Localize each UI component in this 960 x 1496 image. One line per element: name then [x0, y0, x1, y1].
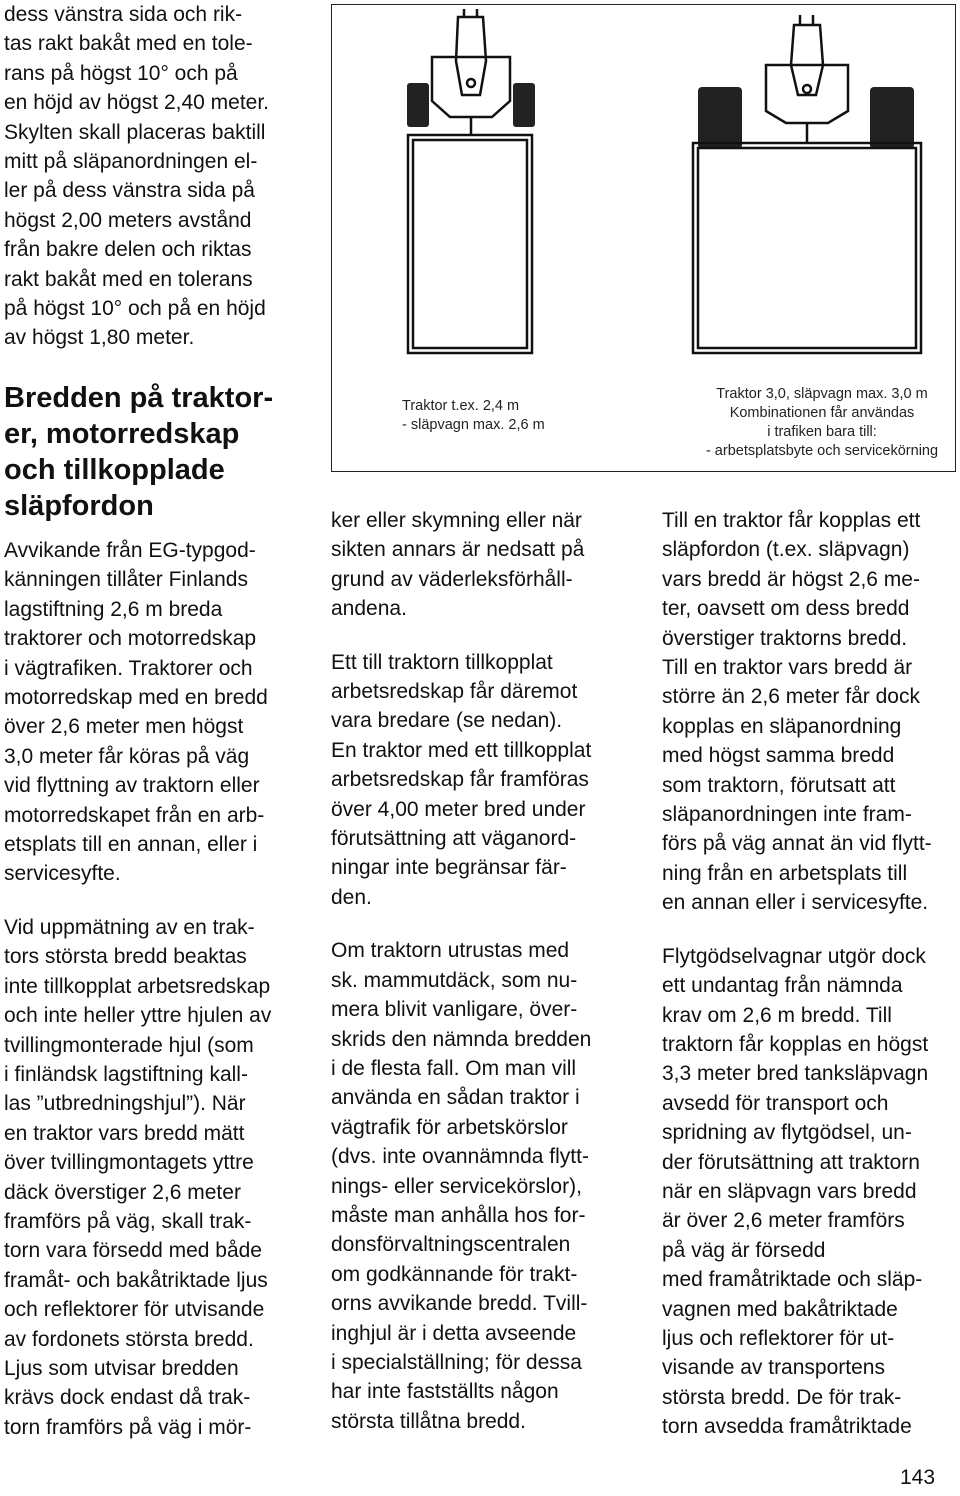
text-line: en höjd av högst 2,40 meter. [4, 91, 270, 115]
text-line: skrids den nämnda bredden [331, 1027, 592, 1051]
caption-line: - släpvagn max. 2,6 m [402, 417, 545, 433]
trailer-left-icon [408, 135, 532, 353]
paragraph-3 [331, 936, 631, 1436]
text-line: vara bredare (se nedan). [331, 709, 563, 733]
paragraph-1 [662, 506, 958, 918]
text-line: sk. mammutdäck, som nu- [331, 968, 578, 992]
text-line: om godkännande för trakt- [331, 1262, 578, 1286]
text-line: större än 2,6 meter får dock [662, 685, 920, 709]
text-line: och reflektorer för utvisande [4, 1298, 265, 1322]
text-line: dess vänstra sida och rik- [4, 3, 243, 26]
text-line: inghjul är i detta avseende [331, 1321, 577, 1345]
text-line: ning från en arbetsplats till [662, 861, 908, 885]
text-line: Till en traktor får kopplas ett [662, 509, 921, 532]
figure-box [331, 4, 956, 472]
text-line: vägtrafik för arbetskörslor [331, 1115, 568, 1139]
text-line: framförs på väg, skall trak- [4, 1209, 252, 1233]
trailer-right-icon [693, 143, 921, 353]
tractor-right-icon [766, 15, 848, 143]
text-line: släpfordon [4, 490, 154, 522]
text-line: krävs dock endast då trak- [4, 1386, 251, 1410]
text-line: ker eller skymning eller när [331, 509, 582, 532]
text-line: ter, oavsett om dess bredd [662, 597, 910, 621]
text-line: av högst 1,80 meter. [4, 326, 195, 350]
caption-line: Traktor 3,0, släpvagn max. 3,0 m [716, 386, 928, 402]
text-line: framåt- och bakåtriktade ljus [4, 1268, 268, 1292]
text-line: der förutsättning att traktorn [662, 1150, 920, 1174]
text-line: traktorn får kopplas en högst [662, 1032, 929, 1056]
text-line: motorredskapet från en arb- [4, 803, 265, 827]
text-line: är över 2,6 meter framförs [662, 1209, 905, 1233]
text-line: rans på högst 10° och på [4, 61, 238, 85]
middle-column [331, 506, 631, 1436]
text-line: motorredskap med en bredd [4, 686, 268, 710]
paragraph-1 [331, 506, 631, 624]
text-line: när en släpvagn vars bredd [662, 1179, 917, 1203]
text-line: (dvs. inte ovannämnda flytt- [331, 1145, 589, 1169]
text-line: största tillåtna bredd. [331, 1409, 526, 1433]
paragraph-top [4, 0, 304, 353]
text-line: använda en sådan traktor i [331, 1086, 580, 1110]
caption-line: Kombinationen får användas [729, 405, 915, 421]
text-line: traktorer och motorredskap [4, 627, 257, 651]
text-line: ett undantag från nämnda [662, 974, 903, 998]
text-line: som traktorn, förutsatt att [662, 773, 896, 797]
text-line: på högst 10° och på en höjd [4, 297, 266, 321]
text-line: släpanordningen inte fram- [662, 803, 912, 827]
text-line: Till en traktor vars bredd är [662, 656, 913, 680]
text-line: 3,3 meter bred tanksläpvagn [662, 1062, 929, 1086]
text-line: ler på dess vänstra sida på [4, 179, 255, 203]
text-line: tas rakt bakåt med en tole- [4, 32, 253, 56]
text-line: vid flyttning av traktorn eller [4, 774, 260, 798]
text-line: sikten annars är nedsatt på [331, 538, 585, 562]
text-line: och inte heller yttre hjulen av [4, 1004, 272, 1028]
text-line: rakt bakåt med en tolerans [4, 267, 253, 291]
left-column-body [4, 536, 304, 1442]
text-line: känningen tillåter Finlands [4, 568, 248, 592]
text-line: över 4,00 meter bred under [331, 797, 586, 821]
text-line: 3,0 meter får köras på väg [4, 744, 250, 768]
text-line: ningar inte begränsar fär- [331, 856, 567, 880]
text-line: mitt på släpanordningen el- [4, 150, 258, 174]
text-line: måste man anhålla hos for- [331, 1203, 586, 1227]
figure-caption-left [402, 397, 545, 435]
paragraph-1 [4, 536, 304, 889]
text-line: arbetsredskap får framföras [331, 768, 589, 792]
text-line: Vid uppmätning av en trak- [4, 915, 255, 939]
text-line: över tvillingmontagets yttre [4, 1151, 254, 1175]
section-heading [4, 380, 304, 524]
text-line: största bredd. De för trak- [662, 1385, 902, 1409]
text-line: lagstiftning 2,6 m breda [4, 597, 223, 621]
text-line: tors största bredd beaktas [4, 945, 247, 969]
paragraph-2 [4, 913, 304, 1442]
text-line: inte tillkopplat arbetsredskap [4, 974, 271, 998]
text-line: i specialställning; för dessa [331, 1350, 582, 1374]
text-line: Avvikande från EG-typgod- [4, 539, 256, 562]
text-line: torn vara försedd med både [4, 1239, 262, 1263]
text-line: en traktor vars bredd mätt [4, 1121, 245, 1145]
text-line: Ett till traktorn tillkopplat [331, 650, 553, 674]
text-line: med framåtriktade och släp- [662, 1268, 923, 1292]
text-line: kopplas en släpanordning [662, 714, 902, 738]
text-line: förutsättning att väganord- [331, 827, 577, 851]
text-line: den. [331, 885, 372, 909]
text-line: över 2,6 meter men högst [4, 715, 244, 739]
text-line: mera blivit vanligare, över- [331, 998, 578, 1022]
text-line: i vägtrafiken. Traktorer och [4, 656, 253, 680]
text-line: från bakre delen och riktas [4, 238, 252, 262]
text-line: på väg är försedd [662, 1238, 826, 1262]
text-line: i de flesta fall. Om man vill [331, 1056, 577, 1080]
text-line: torn framförs på väg i mör- [4, 1415, 252, 1439]
text-line: med högst samma bredd [662, 744, 895, 768]
text-line: Skylten skall placeras baktill [4, 120, 266, 144]
text-line: arbetsredskap får däremot [331, 680, 578, 704]
caption-line: Traktor t.ex. 2,4 m [402, 398, 520, 414]
text-line: högst 2,00 meters avstånd [4, 208, 252, 232]
text-line: grund av väderleksförhåll- [331, 567, 573, 591]
heading-lines [4, 380, 304, 524]
text-line: servicesyfte. [4, 862, 121, 886]
text-line: etsplats till en annan, eller i [4, 833, 258, 857]
caption-line: i trafiken bara till: [767, 424, 877, 440]
text-line: av fordonets största bredd. [4, 1327, 254, 1351]
text-line: visande av transportens [662, 1356, 885, 1380]
text-line: las ”utbredningshjul”). När [4, 1092, 246, 1116]
text-line: andena. [331, 597, 407, 621]
text-line: en annan eller i servicesyfte. [662, 891, 929, 915]
text-line: vagnen med bakåtriktade [662, 1297, 898, 1321]
text-line: däck överstiger 2,6 meter [4, 1180, 241, 1204]
text-line: Flytgödselvagnar utgör dock [662, 944, 926, 968]
text-line: spridning av flytgödsel, un- [662, 1121, 912, 1145]
text-line: orns avvikande bredd. Tvill- [331, 1292, 588, 1316]
text-line: överstiger traktorns bredd. [662, 626, 908, 650]
text-line: släpfordon (t.ex. släpvagn) [662, 538, 910, 562]
text-line: har inte fastställts någon [331, 1380, 559, 1404]
text-line: nings- eller servicekörslor), [331, 1174, 582, 1198]
text-line: ljus och reflektorer för ut- [662, 1326, 895, 1350]
figure-caption-right [672, 385, 960, 461]
right-column [662, 506, 958, 1442]
paragraph-2 [662, 942, 958, 1442]
text-line: Bredden på traktor- [4, 382, 274, 414]
text-line: er, motorredskap [4, 418, 240, 450]
text-line: vars bredd är högst 2,6 me- [662, 567, 920, 591]
text-line: tvillingmonterade hjul (som [4, 1033, 254, 1057]
text-line: och tillkopplade [4, 454, 225, 486]
text-line: En traktor med ett tillkopplat [331, 738, 592, 762]
left-column [4, 0, 304, 353]
paragraph-2 [331, 648, 631, 913]
text-line: donsförvaltningscentralen [331, 1233, 571, 1257]
text-line: förs på väg annat än vid flytt- [662, 832, 932, 856]
text-line: i finländsk lagstiftning kall- [4, 1062, 248, 1086]
page-number: 143 [900, 1466, 936, 1489]
text-line: torn avsedda framåtriktade [662, 1415, 912, 1439]
tractor-left-icon [432, 9, 510, 135]
text-line: avsedd för transport och [662, 1091, 889, 1115]
text-line: Ljus som utvisar bredden [4, 1356, 239, 1380]
text-line: krav om 2,6 m bredd. Till [662, 1003, 892, 1027]
text-line: Om traktorn utrustas med [331, 939, 570, 963]
caption-line: - arbetsplatsbyte och servicekörning [705, 443, 939, 459]
